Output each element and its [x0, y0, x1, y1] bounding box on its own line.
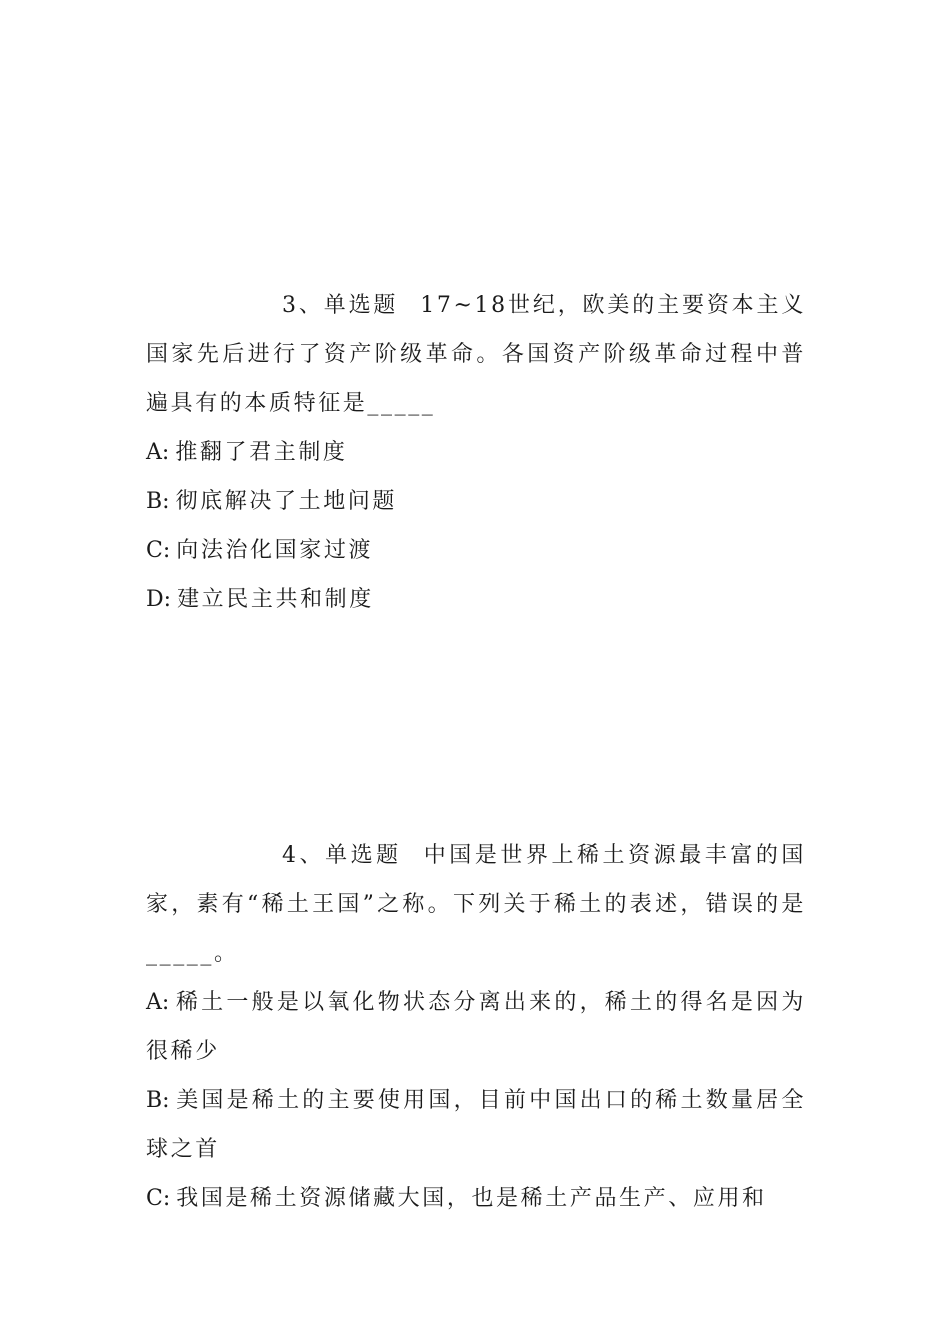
option-letter: C: [146, 1186, 171, 1211]
option-list [146, 428, 806, 624]
option-text: 我国是稀土资源储藏大国，也是稀土产品生产、应用和 [176, 1186, 767, 1211]
question-text: 中国是世界上稀土资源最丰富的国家，素有“稀土王国”之称。下列关于稀土的表述，错误的是_____。 [146, 843, 806, 966]
option-text: 稀土一般是以氧化物状态分离出来的，稀土的得名是因为很稀少 [146, 990, 806, 1064]
option-letter: B: [146, 489, 170, 514]
option-a [146, 978, 806, 1076]
option-text: 美国是稀土的主要使用国，目前中国出口的稀土数量居全球之首 [146, 1088, 806, 1162]
option-letter: C: [146, 538, 171, 563]
option-c [146, 526, 806, 575]
option-list [146, 978, 806, 1223]
option-c [146, 1174, 806, 1223]
question-text: 17~18世纪，欧美的主要资本主义国家先后进行了资产阶级革命。各国资产阶级革命过程中普遍具有的本质特征是_____ [146, 293, 806, 416]
question-number: 4、 [282, 843, 326, 868]
option-letter: B: [146, 1088, 170, 1113]
option-letter: A: [146, 990, 170, 1015]
option-b [146, 1076, 806, 1174]
option-b [146, 477, 806, 526]
option-a [146, 428, 806, 477]
question-type: 单选题 [323, 293, 399, 318]
option-letter: A: [146, 440, 170, 465]
option-d [146, 575, 806, 624]
question-3 [146, 281, 806, 624]
question-4 [146, 831, 806, 1223]
question-stem [146, 831, 806, 978]
question-number: 3、 [282, 293, 324, 318]
option-text: 彻底解决了土地问题 [175, 489, 397, 514]
option-text: 向法治化国家过渡 [176, 538, 374, 563]
option-text: 建立民主共和制度 [177, 587, 374, 612]
option-letter: D: [146, 587, 172, 612]
question-stem [146, 281, 806, 428]
question-type: 单选题 [325, 843, 402, 868]
option-text: 推翻了君主制度 [175, 440, 348, 465]
